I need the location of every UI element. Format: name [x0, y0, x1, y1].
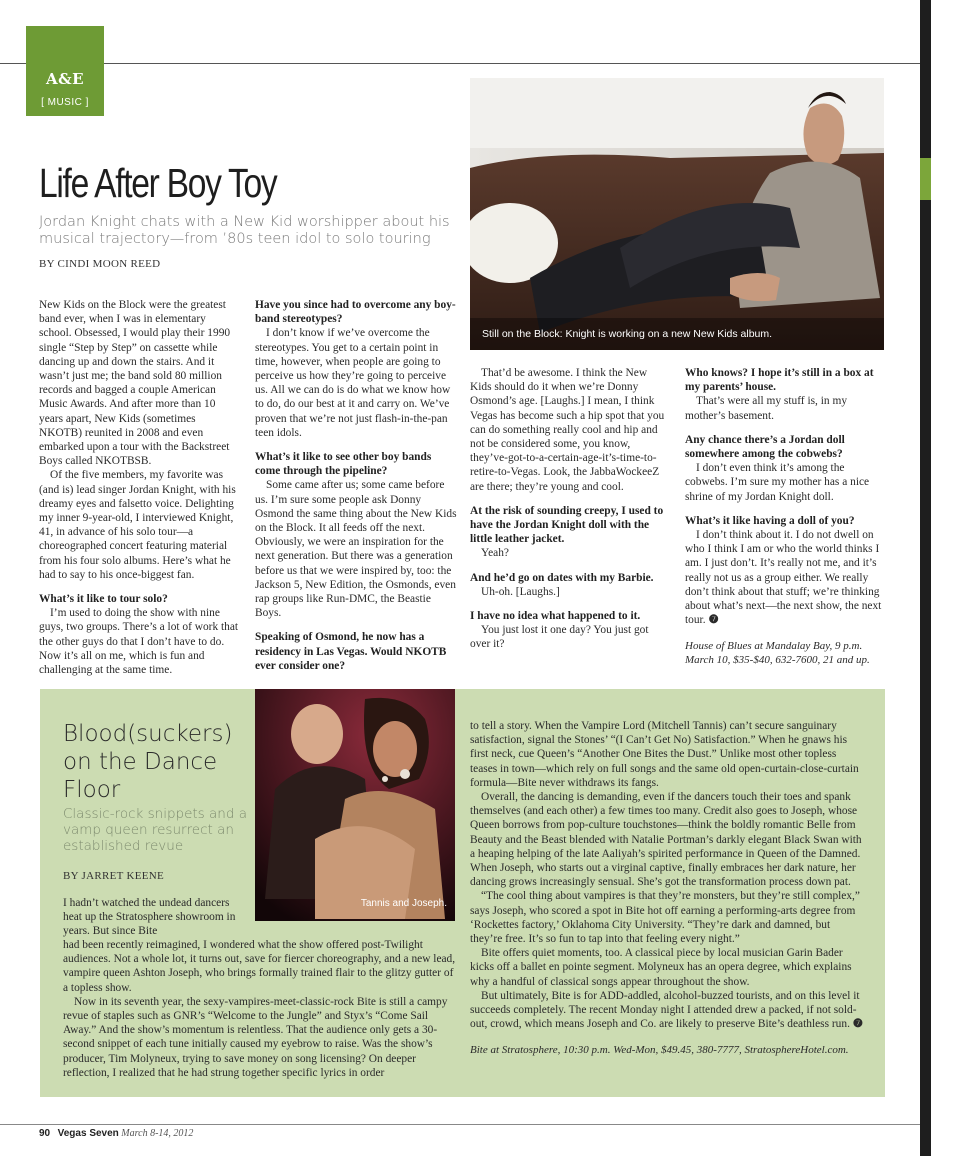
end-mark-icon: ❼ [852, 1018, 863, 1031]
interview-answer: That’s were all my stuff is, in my mother’s basement. [685, 395, 848, 422]
sidebar-paragraph [470, 989, 863, 1032]
sidebar-left-column [63, 938, 456, 1080]
sidebar-paragraph: “The cool thing about vampires is that they’re monsters, but they’re still complex,” says Joseph, who scored a spot in Bite hot off earning a performing-arts degree from ‘Rockettes factory,’ Oklahoma City University. “They’re dark and damned, but they’re free. It’s so fun to tap into that feeling every night.” [470, 890, 860, 946]
interview-question: I have no idea what happened to it. [470, 610, 641, 623]
interview-question: What’s it like having a doll of you? [685, 514, 855, 527]
interview-question: Speaking of Osmond, he now has a residency in Las Vegas. Would NKOTB ever consider one? [255, 631, 447, 672]
issue-date: March 8-14, 2012 [121, 1128, 194, 1139]
sidebar-lead-narrow [63, 896, 249, 939]
sidebar-paragraph-text: But ultimately, Bite is for ADD-addled, alcohol-buzzed tourists, and on this level it succeeds completely. The recent Monday night I attended drew a packed, if not sold-out, crowd, which means Joseph and Co. are likely to preserve Bite’s deathless run. [470, 989, 860, 1031]
section-sub: [ MUSIC ] [41, 97, 89, 108]
publication-name: Vegas Seven [57, 1128, 119, 1139]
sidebar-dek: Classic-rock snippets and a vamp queen resurrect an established revue [63, 806, 247, 854]
event-info: House of Blues at Mandalay Bay, 9 p.m. March 10, $35-$40, 632-7600, 21 and up. [685, 640, 870, 667]
interview-answer: Some came after us; some came before us. I’m sure some people ask Donny Osmond the same thing about the New Kids on the Block. It all feeds off the next. Obviously, we were an inspiration for the next generation. But there was a generation before us that we were inspired by, too: the Jackson 5, New Edition, the Osmonds, even rap groups like Run-DMC, the Beastie Boys. [255, 479, 457, 620]
article-paragraph: Of the five members, my favorite was (and is) lead singer Jordan Knight, with his dreamy eyes and falsetto voice. Delighting my inner 9-year-old, I interviewed Knight, 41, in advance of his solo tour—a choreographed concert featuring material from his four solo albums. Here’s what he had to say to his once-biggest fan. [39, 469, 236, 581]
section-name: A&E [45, 70, 85, 88]
top-rule [0, 63, 920, 64]
interview-answer-text: I don’t think about it. I do not dwell on who I think I am or who the world thinks I am. I just don’t. It’s really not me, and it’s really not us as a group either. We really don’t think about that stuff; we’re thinking about what’s next—the next show, the next tour. [685, 529, 882, 627]
sidebar-paragraph: Now in its seventh year, the sexy-vampires-meet-classic-rock Bite is still a campy revue of staples such as GNR’s “Welcome to the Jungle” and Styx’s “Come Sail Away.” And the show’s momentum is relentless. That the audience only gets a 30-second snippet of each tune initially caused my eyebrow to raise. Was the show’s producer, Tim Molyneux, trying to save money on song licensing? On deeper reflection, I realized that he had strung together specific lyrics in order [63, 995, 448, 1079]
sidebar-byline: BY JARRET KEENE [63, 870, 165, 882]
sidebar-paragraph: had been recently reimagined, I wondered what the show offered post-Twilight audiences. Not a whole lot, it turns out, save for fiercer choreography, and a new lead, vampire queen Ashton Joseph, who brings formally trained flair to the glitzy gutter of a topless show. [63, 939, 456, 994]
interview-question: At the risk of sounding creepy, I used to have the Jordan Knight doll with the little leather jacket. [470, 504, 664, 546]
sidebar-paragraph: Bite offers quiet moments, too. A classical piece by local musician Garin Bader kicks off a ballet en pointe segment. Molyneux has an opera degree, which explains why a handful of classical songs appear throughout the show. [470, 947, 852, 988]
article-byline: BY CINDI MOON REED [39, 258, 161, 270]
interview-answer: Yeah? [481, 547, 509, 560]
interview-question: And he’d go on dates with my Barbie. [470, 571, 654, 584]
interview-question: Who knows? I hope it’s still in a box at my parents’ house. [685, 367, 874, 394]
sidebar-photo-illustration [255, 689, 455, 921]
main-photo [470, 78, 884, 350]
sidebar-paragraph: Overall, the dancing is demanding, even if the dancers touch their toes and spank themselves (and each other) a few times too many. Credit also goes to Joseph, whose Queen borrows from pop-culture touchstones—think the boldly romantic Belle from Beauty and the Beast blended with Natalie Portman’s darkly elegant Black Swan with a heaping helping of the late Aaliyah’s spirited performance in Queen of the Damned. When Joseph, who starts out a virginal captive, finally embraces her dark nature, her dancing grows increasingly sensual. She’s got the transformation process down pat. [470, 791, 862, 889]
interview-answer: I don’t know if we’ve overcome the stereotypes. You get to a certain point in time, however, when people are going to perceive us how they’re going to perceive us. All we can do is do what we know how to do, do our best at it and carry on. We’ve proven that we’re not just flash-in-the-pan teen idols. [255, 327, 451, 439]
sidebar-right-column [470, 719, 863, 1057]
article-paragraph: New Kids on the Block were the greatest band ever, when I was in elementary school. Obsessed, I would play their 1990 single “Step by Step” on cassette while dancing up and down the stairs. And it wasn’t just me; the band sold 80 million records and bagged a couple American Music Awards. And after more than 10 years apart, New Kids (sometimes NKOTB) reunited in 2008 and even embarked upon a tour with the Backstreet Boys called NKOTBSB. [39, 299, 231, 468]
interview-question: Have you since had to overcome any boy-band stereotypes? [255, 299, 456, 326]
sidebar-paragraph: to tell a story. When the Vampire Lord (Mitchell Tannis) can’t secure sanguinary satisfaction, signal the Stones’ “(I Can’t Get No) Satisfaction.” When he gnaws his first neck, cue Queen’s “Another One Bites the Dust.” Unlike most other topless teases in town—which rely on full songs and the same old open-curtain-close-curtain formula—Bite never withdraws its fangs. [470, 720, 859, 789]
sidebar-photo-caption: Tannis and Joseph. [360, 898, 447, 909]
footer-rule [0, 1124, 920, 1125]
interview-question: Any chance there’s a Jordan doll somewhere among the cobwebs? [685, 433, 845, 461]
end-mark-icon: ❼ [708, 614, 719, 627]
main-photo-illustration [470, 78, 884, 350]
interview-answer: I don’t even think it’s among the cobwebs. I’m sure my mother has a nice shrine of my Jordan Knight doll. [685, 462, 870, 503]
sidebar-paragraph: I hadn’t watched the undead dancers heat up the Stratosphere showroom in years. But since Bite [63, 897, 236, 938]
article-column-3 [470, 366, 670, 652]
interview-question: What’s it like to see other boy bands come through the pipeline? [255, 451, 432, 478]
sidebar-title: Blood(suckers) on the Dance Floor [63, 721, 233, 803]
section-tab [26, 26, 104, 116]
interview-answer: You just lost it one day? You just got over it? [470, 624, 649, 651]
article-column-1 [39, 298, 241, 677]
interview-answer: That’d be awesome. I think the New Kids should do it when we’re Donny Osmond’s age. [Laughs.] I mean, I think Vegas has become such a hip spot that you can do something really cool and hip and not be considered some, you know, they’ve-got-to-a-certain-age-it’s-time-to-retire-to-Vegas. Look, the JabbaWockeeZ are there; they’re young and cool. [470, 367, 665, 493]
article-headline: Life After Boy Toy [39, 160, 277, 206]
article-column-4 [685, 366, 885, 667]
article-dek: Jordan Knight chats with a New Kid worshipper about his musical trajectory—from ’80s teen idol to solo touring [39, 214, 450, 247]
interview-question: What’s it like to tour solo? [39, 593, 168, 606]
page-footer [39, 1128, 193, 1139]
page-edge-accent [920, 158, 931, 200]
page-number: 90 [39, 1128, 51, 1139]
sidebar-photo [255, 689, 455, 921]
interview-answer [685, 528, 885, 627]
sidebar-event-info: Bite at Stratosphere, 10:30 p.m. Wed-Mon, $49.45, 380-7777, StratosphereHotel.com. [470, 1044, 849, 1057]
article-column-2 [255, 298, 457, 673]
interview-answer: I’m used to doing the show with nine guys, two groups. There’s a lot of work that the other guys do that I don’t have to do. Now it’s all on me, which is fun and challenging at the same time. [39, 607, 239, 677]
main-photo-caption: Still on the Block: Knight is working on a new New Kids album. [482, 328, 773, 340]
interview-answer: Uh-oh. [Laughs.] [481, 585, 560, 598]
